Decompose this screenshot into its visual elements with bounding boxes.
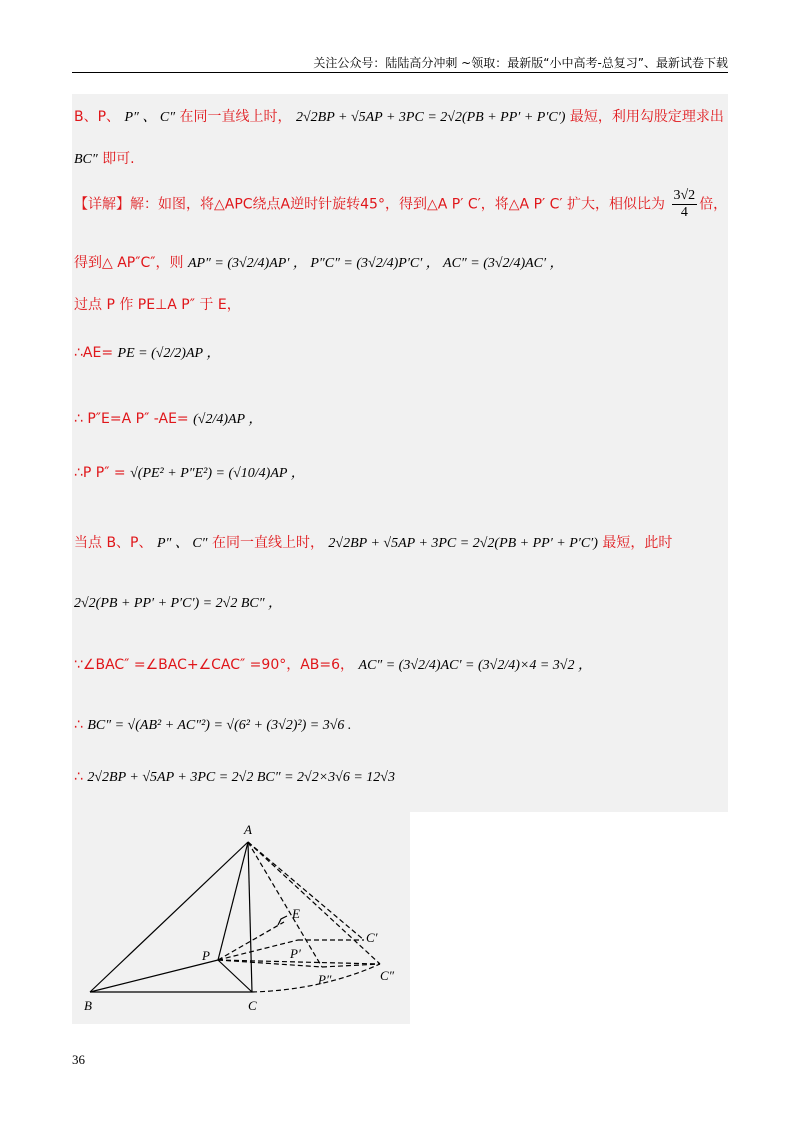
geometry-diagram bbox=[72, 812, 410, 1024]
line-9-points: P″ 、 C″ bbox=[156, 536, 208, 551]
line-2-formula: BC″ bbox=[74, 152, 98, 167]
segment-AC-prime bbox=[248, 842, 364, 940]
line-9-text: 当点 B、P、 bbox=[74, 535, 153, 551]
line-3-tail: 倍， bbox=[699, 196, 728, 213]
label-P: P bbox=[202, 948, 210, 963]
segment-AB bbox=[90, 842, 248, 992]
line-13 bbox=[74, 768, 395, 787]
line-13-formula: 2√2BP + √5AP + 3PC = 2√2 BC″ = 2√2×3√6 = 12√3 bbox=[87, 770, 395, 785]
label-E: E bbox=[292, 906, 300, 921]
line-1-formula: 2√2BP + √5AP + 3PC = 2√2(PB + PP′ + P′C′) bbox=[295, 110, 566, 125]
line-8 bbox=[74, 464, 305, 483]
label-P-prime: P′ bbox=[290, 946, 301, 961]
arc-C-to-C-double-prime bbox=[252, 964, 380, 992]
line-2 bbox=[74, 150, 135, 169]
line-5-text: 过点 P 作 PE⊥A P″ 于 E， bbox=[74, 297, 241, 313]
line-3 bbox=[74, 188, 727, 221]
line-10 bbox=[74, 594, 282, 613]
segment-AC bbox=[248, 842, 252, 992]
header-rule bbox=[72, 72, 728, 73]
line-7-formula: (√2/4)AP ， bbox=[193, 412, 263, 427]
line-9-text-2: 在同一直线上时， bbox=[211, 535, 324, 551]
right-angle-mark bbox=[278, 916, 287, 925]
segment-AC-double-prime bbox=[248, 842, 380, 964]
line-12 bbox=[74, 716, 351, 735]
segment-P-double-prime-C-double-prime bbox=[322, 964, 380, 967]
segment-PP-prime bbox=[218, 940, 298, 960]
line-5 bbox=[74, 296, 241, 314]
geometry-figure bbox=[72, 812, 410, 1024]
line-7-text: ∴ P″E=A P″ -AE= bbox=[74, 411, 189, 427]
label-C-double-prime: C″ bbox=[380, 968, 395, 983]
segment-BP bbox=[90, 960, 218, 992]
ratio-fraction: $\frac{3√2}{4}$ bbox=[673, 188, 696, 220]
line-4 bbox=[74, 254, 564, 273]
line-6-formula: PE = (√2/2)AP ， bbox=[117, 346, 221, 361]
line-8-text: ∴P P″ = bbox=[74, 465, 126, 481]
line-11 bbox=[74, 656, 592, 675]
line-12-formula: BC″ = √(AB² + AC″²) = √(6² + (3√2)²) = 3√6 . bbox=[87, 718, 352, 733]
detail-tag: 【详解】 bbox=[74, 196, 130, 213]
line-1-tail: 最短，利用勾股定理求出 bbox=[569, 109, 724, 125]
line-4-formula: AP″ = (3√2/4)AP′ ， P″C″ = (3√2/4)P′C′ ， AC″ = (3√2/4)AC′ ， bbox=[187, 256, 564, 271]
line-12-text: ∴ bbox=[74, 717, 83, 733]
line-1-text-2: 在同一直线上时， bbox=[179, 109, 292, 125]
label-B: B bbox=[84, 998, 92, 1013]
line-1-points: P″ 、 C″ bbox=[124, 110, 176, 125]
line-7 bbox=[74, 410, 262, 429]
line-9-tail: 最短，此时 bbox=[602, 535, 673, 551]
line-2-text: 即可. bbox=[102, 151, 135, 167]
line-1 bbox=[74, 108, 724, 127]
line-6-text: ∴AE= bbox=[74, 345, 114, 361]
line-11-formula: AC″ = (3√2/4)AC′ = (3√2/4)×4 = 3√2 ， bbox=[358, 658, 592, 673]
line-4-text: 得到△ AP″C″，则 bbox=[74, 255, 184, 271]
segment-PC bbox=[218, 960, 252, 992]
label-P-double-prime: P″ bbox=[318, 972, 332, 987]
label-C: C bbox=[248, 998, 257, 1013]
line-6 bbox=[74, 344, 220, 363]
line-13-text: ∴ bbox=[74, 769, 83, 785]
page-header: 关注公众号：陆陆高分冲刺 ~领取：最新版“小中高考-总复习”、最新试卷下载 bbox=[313, 56, 728, 70]
segment-AP bbox=[218, 842, 248, 960]
line-10-formula: 2√2(PB + PP′ + P′C′) = 2√2 BC″ ， bbox=[74, 596, 283, 611]
page-number: 36 bbox=[72, 1052, 85, 1067]
label-A: A bbox=[244, 822, 252, 837]
line-11-text: ∵∠BAC″ =∠BAC+∠CAC″ =90°，AB=6， bbox=[74, 657, 355, 673]
line-3-text: 解：如图，将△APC绕点A逆时针旋转45°，得到△A P′ C′，将△A P′ C′ 扩大，相似比为 bbox=[130, 196, 666, 213]
line-8-formula: √(PE² + P″E²) = (√10/4)AP ， bbox=[130, 466, 305, 481]
line-1-text: B、P、 bbox=[74, 109, 121, 125]
label-C-prime: C′ bbox=[366, 930, 378, 945]
line-9-formula: 2√2BP + √5AP + 3PC = 2√2(PB + PP′ + P′C′) bbox=[328, 536, 598, 551]
line-9 bbox=[74, 534, 672, 553]
segment-AP-double-prime bbox=[248, 842, 322, 967]
